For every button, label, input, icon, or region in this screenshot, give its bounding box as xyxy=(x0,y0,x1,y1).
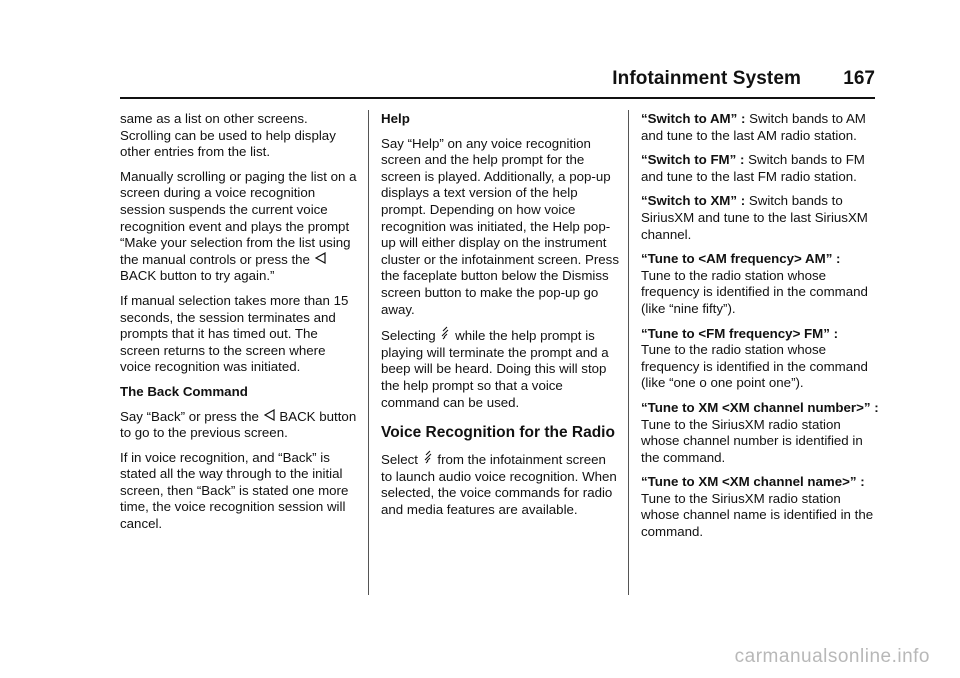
watermark: carmanualsonline.info xyxy=(734,646,930,667)
command-description: Tune to the radio station whose frequency is identified in the command (like “nine fifty”). xyxy=(641,267,868,316)
paragraph xyxy=(381,450,619,518)
command-phrase: “Tune to XM <XM channel number>” : xyxy=(641,399,879,415)
command-entry xyxy=(641,193,879,243)
paragraph: If in voice recognition, and “Back” is stated all the way through to the initial screen, then “Back” is stated one more time, the voice recognition session will cancel. xyxy=(120,449,349,532)
command-description: Switch bands to SiriusXM and tune to the last SiriusXM channel. xyxy=(641,193,868,242)
command-phrase: “Switch to AM” : xyxy=(641,111,746,126)
column-divider xyxy=(368,110,369,595)
command-entry xyxy=(641,152,879,185)
command-description: Tune to the radio station whose frequency is identified in the command (like “one o one point one”). xyxy=(641,342,868,391)
command-phrase: “Tune to <AM frequency> AM” : xyxy=(641,251,841,267)
back-icon xyxy=(264,409,275,423)
paragraph-text: Selecting xyxy=(381,328,436,344)
paragraph-text: from the infotainment screen to launch audio voice recognition. When selected, the voice commands for radio and media features are available. xyxy=(381,452,617,517)
command-phrase: “Switch to FM” : xyxy=(641,152,745,168)
section-title: Infotainment System xyxy=(612,68,801,89)
page-header xyxy=(120,68,875,98)
voice-recognition-icon xyxy=(440,326,450,342)
paragraph xyxy=(381,326,619,411)
section-heading: Voice Recognition for the Radio xyxy=(381,424,615,442)
command-entry xyxy=(641,400,879,466)
paragraph: If manual selection takes more than 15 seconds, the session terminates and prompts that it has timed out. The screen returns to the screen where voice recognition was initiated. xyxy=(120,292,349,375)
paragraph-text: BACK button to go to the previous screen. xyxy=(120,408,357,441)
command-phrase: “Tune to XM <XM channel name>” : xyxy=(641,474,865,490)
header-rule xyxy=(120,97,875,99)
paragraph-text: BACK button to try again.” xyxy=(120,268,275,284)
paragraph-text: Manually scrolling or paging the list on a screen during a voice recognition session suspends the current voice recognition event and plays the prompt “Make your selection from the list using the manual controls or press the xyxy=(120,168,357,267)
page-number: 167 xyxy=(843,68,875,89)
column-3 xyxy=(641,111,879,549)
paragraph: same as a list on other screens. Scrolling can be used to help display other entries from the list. xyxy=(120,111,336,160)
column-2 xyxy=(381,111,619,526)
command-phrase: “Switch to XM” : xyxy=(641,193,746,209)
paragraph-text: while the help prompt is playing will terminate the prompt and a beep will be heard. Doing this will stop the help prompt so that a voice command can be used. xyxy=(381,328,609,410)
voice-recognition-icon xyxy=(423,450,433,466)
command-entry xyxy=(641,474,879,540)
subheading: Help xyxy=(381,111,410,126)
paragraph: Say “Help” on any voice recognition screen and the help prompt for the screen is played. Additionally, a pop-up displays a text version of the help prompt. Depending on how voice recognition was initiated, the Help pop-up will either display on the instrument cluster or the infotainment screen. Press the faceplate button below the Dismiss screen button to make the pop-up go away. xyxy=(381,135,619,317)
command-entry xyxy=(641,326,879,392)
column-divider xyxy=(628,110,629,595)
back-icon xyxy=(315,252,326,266)
command-entry xyxy=(641,111,879,144)
subheading: The Back Command xyxy=(120,383,248,399)
command-description: Tune to the SiriusXM radio station whose channel number is identified in the command. xyxy=(641,416,863,465)
paragraph-text: Select xyxy=(381,452,418,468)
command-description: Switch bands to FM and tune to the last FM radio station. xyxy=(641,152,865,184)
command-phrase: “Tune to <FM frequency> FM” : xyxy=(641,325,838,341)
command-entry xyxy=(641,251,879,317)
command-description: Tune to the SiriusXM radio station whose channel name is identified in the command. xyxy=(641,490,874,540)
command-description: Switch bands to AM and tune to the last AM radio station. xyxy=(641,111,866,143)
paragraph xyxy=(120,169,358,285)
column-1 xyxy=(120,111,358,541)
paragraph-text: Say “Back” or press the xyxy=(120,408,259,424)
paragraph xyxy=(120,409,358,442)
